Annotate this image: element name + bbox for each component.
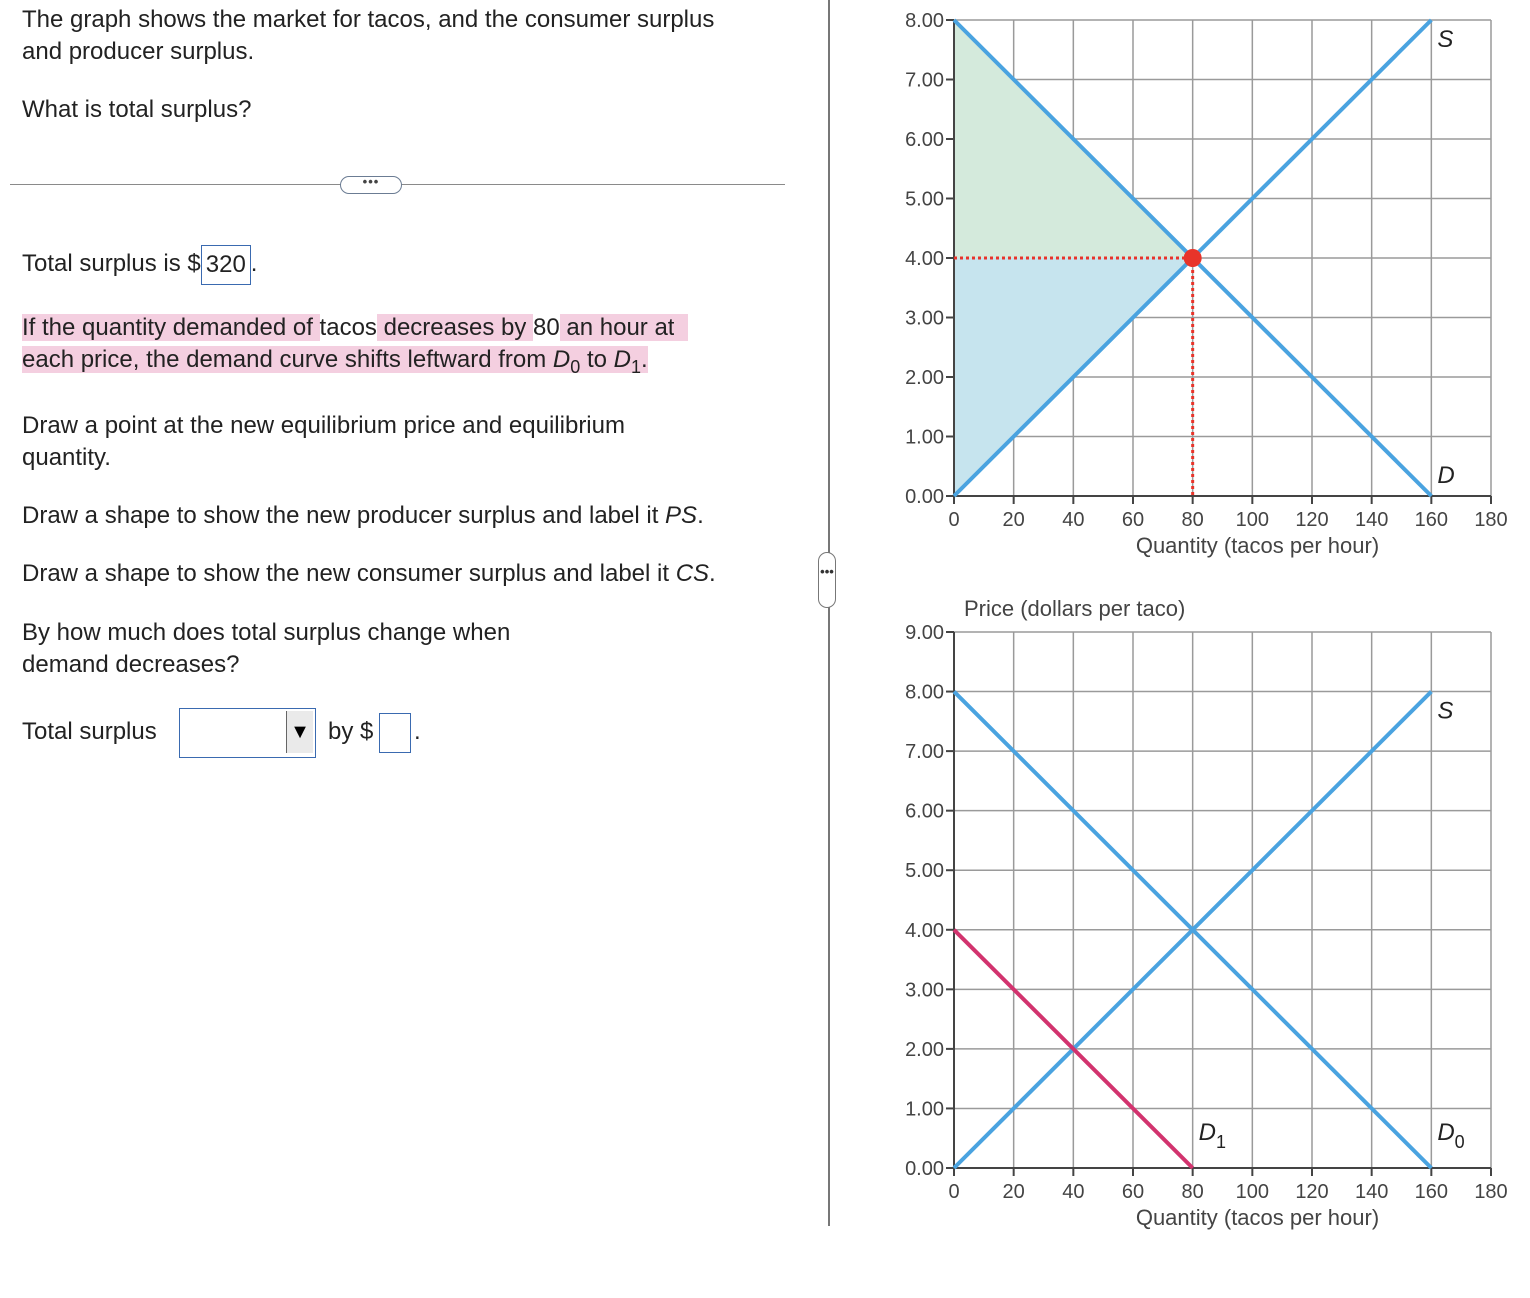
x-tick-label: 120 [1295,509,1329,531]
x-tick-label: 80 [1181,1181,1204,1203]
total-surplus-suffix: . [250,250,258,277]
change-line-2: demand decreases? [22,651,240,678]
amount-suffix: . [414,718,421,745]
x-tick-label: 180 [1474,1181,1508,1203]
y-tick-label: 7.00 [905,741,944,764]
shift-part-a: If the quantity demanded of [22,314,313,341]
y-tick-label: 1.00 [905,426,944,449]
shift-amount: 80 [533,314,560,341]
x-tick-label: 120 [1295,1181,1329,1203]
y-tick-label: 4.00 [905,919,944,942]
x-tick-label: 0 [948,1181,960,1203]
x-tick-label: 160 [1414,1181,1449,1203]
x-tick-label: 100 [1235,509,1270,531]
y-axis-title: Price (dollars per taco) [964,596,1186,621]
d1-symbol: D [613,346,631,373]
instr1-line-1: Draw a point at the new equilibrium price and equilibrium [22,412,625,439]
supply-label: S [1437,697,1454,725]
y-tick-label: 8.00 [905,10,944,32]
y-tick-label: 8.00 [905,681,944,704]
d0-label: $D_0$ [1437,1119,1465,1152]
x-tick-label: 20 [1002,1181,1025,1203]
market-graph-initial [0,0,1530,570]
y-tick-label: 2.00 [905,1038,944,1061]
x-axis-title: Quantity (tacos per hour) [1135,1205,1380,1230]
shift-good: tacos [319,314,377,341]
demand-label: D [1437,462,1455,489]
total-surplus-value[interactable]: 320 [201,245,251,285]
y-tick-label: 3.00 [905,979,944,1002]
x-tick-label: 20 [1002,509,1025,531]
x-axis-title: Quantity (tacos per hour) [1135,533,1380,558]
instr1-line-2: quantity. [22,444,111,471]
y-tick-label: 4.00 [905,248,944,270]
x-tick-label: 100 [1235,1181,1270,1203]
y-tick-label: 3.00 [905,307,944,330]
y-tick-label: 5.00 [905,860,944,883]
instruction-cs: Draw a shape to show the new consumer surplus and label it CS. [22,560,716,587]
x-tick-label: 40 [1062,1181,1085,1203]
y-tick-label: 5.00 [905,188,944,211]
market-graph-shift [0,590,1530,1230]
y-tick-label: 9.00 [905,622,944,644]
chevron-down-icon[interactable]: ▼ [286,711,313,753]
y-tick-label: 7.00 [905,69,944,92]
ask-total-surplus: What is total surplus? [22,96,252,123]
ps-label: PS [665,502,698,529]
show-more-button[interactable]: ••• [340,176,402,194]
pane-resize-handle[interactable]: ••• [818,552,836,608]
x-tick-labels [948,496,1507,531]
instr2-text: Draw a shape to show the new producer surplus and label it [22,502,659,529]
total-surplus-change-label: Total surplus [22,718,157,745]
supply-label: S [1437,26,1454,53]
y-tick-label: 1.00 [905,1098,944,1121]
y-tick-label: 2.00 [905,367,944,389]
shift-part-f: each price, the demand curve shifts leftward from [22,346,547,373]
d0-symbol: D [552,346,571,373]
y-tick-label: 0.00 [905,486,944,508]
cs-label: CS [675,560,710,587]
y-tick-labels [905,622,954,1180]
y-tick-label: 6.00 [905,129,944,151]
intro-line-2: and producer surplus. [22,38,255,65]
x-tick-label: 60 [1121,1181,1145,1203]
intro-line-1: The graph shows the market for tacos, and the consumer surplus [22,6,715,33]
instruction-ps: Draw a shape to show the new producer surplus and label it PS. [22,502,704,529]
instr3-text: Draw a shape to show the new consumer surplus and label it [22,560,670,587]
x-tick-label: 60 [1121,509,1145,531]
shift-to: to [586,346,607,373]
y-tick-label: 0.00 [905,1158,944,1180]
change-line-1: By how much does total surplus change when [22,619,511,646]
x-tick-label: 140 [1354,509,1389,531]
y-tick-label: 6.00 [905,800,944,823]
y-tick-labels [905,10,954,508]
d1-label: $D_1$ [1198,1119,1227,1152]
total-surplus-prefix: Total surplus is $ [22,250,201,277]
shift-part-e: an hour at [566,314,675,341]
shift-part-c: decreases by [383,314,527,341]
x-tick-label: 140 [1354,1181,1389,1203]
equilibrium-point[interactable] [1184,249,1202,267]
x-tick-label: 80 [1181,509,1204,531]
x-tick-label: 0 [948,509,960,531]
x-tick-labels [948,1168,1507,1203]
x-tick-label: 40 [1062,509,1085,531]
x-tick-label: 160 [1414,509,1449,531]
demand-shift-text: If the quantity demanded of tacos decreases by 80 an hour at each price, the demand curve shifts leftward from $D_0$ to $D_1$. [22,312,688,383]
x-tick-label: 180 [1474,509,1508,531]
by-dollar-label: by $ [328,718,374,745]
